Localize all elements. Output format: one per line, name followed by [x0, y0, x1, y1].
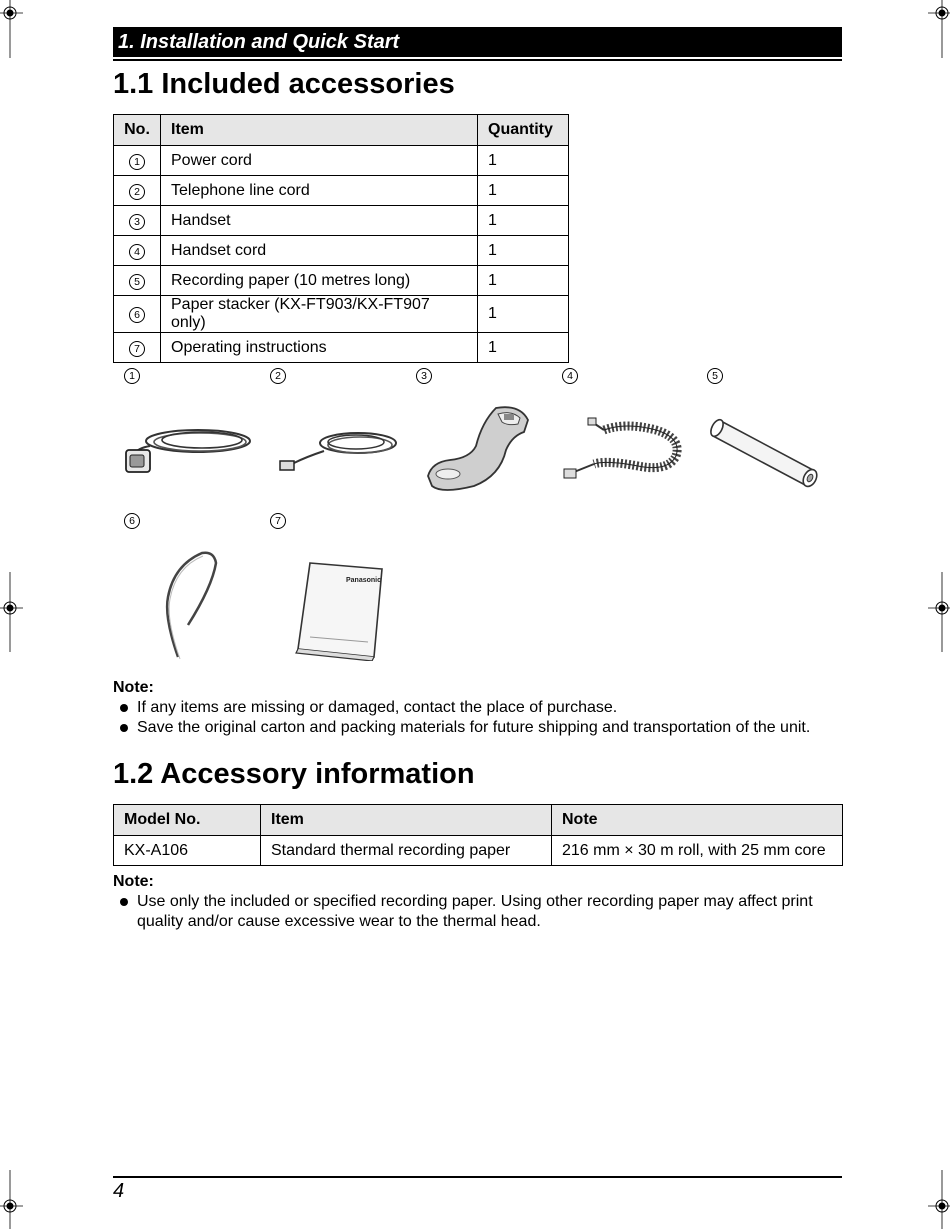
table-header-row: [114, 115, 569, 146]
page-number: 4: [113, 1180, 125, 1202]
note-cell: 216 mm × 30 m roll, with 25 mm core: [552, 836, 843, 866]
table-row: [114, 296, 569, 333]
circled-number: 7: [129, 341, 145, 357]
bullet-dot: [120, 704, 128, 712]
chapter-rule: [113, 59, 842, 61]
table-header-row: [114, 805, 843, 836]
circled-number: 1: [129, 154, 145, 170]
table-row: [114, 333, 569, 363]
note-title: Note:: [113, 873, 154, 890]
circled-number: 5: [129, 274, 145, 290]
table-row: [114, 836, 843, 866]
item-cell: Handset cord: [161, 236, 478, 266]
illustration-handset-cord: [562, 368, 697, 498]
manual-book-icon: [290, 557, 390, 661]
quantity-cell: 1: [478, 296, 569, 333]
handset-icon: [424, 402, 534, 494]
paper-stacker-icon: [158, 547, 228, 665]
item-cell: Power cord: [161, 146, 478, 176]
item-cell: Operating instructions: [161, 333, 478, 363]
note-text: Save the original carton and packing materials for future shipping and transportation of the unit.: [137, 719, 811, 736]
circled-number: 4: [129, 244, 145, 260]
handset-cord-icon: [556, 416, 691, 486]
quantity-cell: 1: [478, 333, 569, 363]
registration-mark-top-left: [0, 0, 24, 60]
section-heading-accessory-information: 1.2 Accessory information: [113, 758, 475, 790]
table-row: [114, 176, 569, 206]
row-number-cell: [114, 333, 161, 363]
model-cell: KX-A106: [114, 836, 261, 866]
col-header-note: Note: [552, 805, 843, 836]
quantity-cell: 1: [478, 206, 569, 236]
registration-mark-middle-right: [926, 572, 950, 652]
table-row: [114, 206, 569, 236]
registration-mark-middle-left: [0, 572, 24, 652]
item-cell: Telephone line cord: [161, 176, 478, 206]
col-header-model-no: Model No.: [114, 805, 261, 836]
registration-mark-top-right: [926, 0, 950, 60]
section-heading-included-accessories: 1.1 Included accessories: [113, 68, 455, 100]
registration-mark-bottom-left: [0, 1170, 24, 1229]
registration-mark-bottom-right: [926, 1170, 950, 1229]
quantity-cell: 1: [478, 176, 569, 206]
circled-number: 2: [129, 184, 145, 200]
circled-number: 6: [129, 307, 145, 323]
row-number-cell: [114, 296, 161, 333]
quantity-cell: 1: [478, 266, 569, 296]
illustration-paper-stacker: [124, 513, 259, 668]
power-cord-icon: [120, 408, 256, 488]
bullet-dot: [120, 724, 128, 732]
note-title: Note:: [113, 679, 154, 696]
accessory-info-table: [113, 804, 843, 866]
col-header-no: No.: [114, 115, 161, 146]
note-text: Use only the included or specified recording paper. Using other recording paper may affect print: [137, 893, 813, 910]
note-text: If any items are missing or damaged, contact the place of purchase.: [137, 699, 618, 716]
table-row: [114, 146, 569, 176]
quantity-cell: 1: [478, 236, 569, 266]
bullet-dot: [120, 898, 128, 906]
illustration-operating-instructions: [270, 513, 405, 668]
note-text: quality and/or cause excessive wear to the thermal head.: [137, 913, 541, 930]
illustration-power-cord: [124, 368, 259, 498]
row-number-cell: [114, 236, 161, 266]
accessories-table: [113, 114, 569, 363]
illustration-handset: [416, 368, 551, 498]
row-number-cell: [114, 206, 161, 236]
chapter-title-bar: 1. Installation and Quick Start: [113, 27, 842, 57]
circled-number: 7: [270, 513, 286, 529]
circled-number: 4: [562, 368, 578, 384]
item-cell: Handset: [161, 206, 478, 236]
illustration-telephone-line-cord: [270, 368, 405, 498]
circled-number: 1: [124, 368, 140, 384]
circled-number: 5: [707, 368, 723, 384]
illustration-recording-paper: [707, 368, 842, 498]
circled-number: 6: [124, 513, 140, 529]
circled-number: 2: [270, 368, 286, 384]
circled-number: 3: [129, 214, 145, 230]
item-cell: Standard thermal recording paper: [261, 836, 552, 866]
row-number-cell: [114, 266, 161, 296]
item-cell: Recording paper (10 metres long): [161, 266, 478, 296]
table-row: [114, 236, 569, 266]
quantity-cell: 1: [478, 146, 569, 176]
col-header-item: Item: [161, 115, 478, 146]
manual-brand-label: Panasonic: [346, 577, 382, 584]
item-cell: Paper stacker (KX-FT903/KX-FT907 only): [161, 296, 478, 333]
footer-rule: [113, 1176, 842, 1178]
col-header-item: Item: [261, 805, 552, 836]
row-number-cell: [114, 146, 161, 176]
table-row: [114, 266, 569, 296]
telephone-line-cord-icon: [276, 423, 401, 478]
row-number-cell: [114, 176, 161, 206]
circled-number: 3: [416, 368, 432, 384]
paper-roll-icon: [709, 412, 829, 490]
col-header-quantity: Quantity: [478, 115, 569, 146]
